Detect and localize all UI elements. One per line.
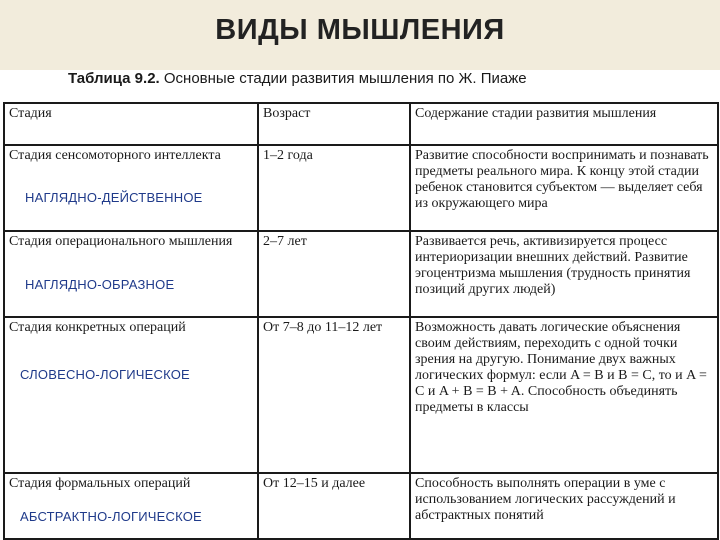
header-age: Возраст <box>258 103 410 145</box>
content-cell: Возможность давать логические объяснения своим действиям, переходить с одной точки зрения на другую. Понимание двух важных логических формул: если A = B и B = C, то и A = C и A + B = B + A. Способность объединять предметы в классы <box>410 317 718 473</box>
slide-title: ВИДЫ МЫШЛЕНИЯ <box>215 14 505 46</box>
overlay-label-visual-action: НАГЛЯДНО-ДЕЙСТВЕННОЕ <box>25 190 203 205</box>
stage-cell: Стадия операционального мышления <box>4 231 258 317</box>
table-row <box>4 473 718 539</box>
stage-cell: Стадия конкретных операций <box>4 317 258 473</box>
table-caption-number: Таблица 9.2. <box>68 70 160 87</box>
table-caption <box>68 70 527 87</box>
stage-cell: Стадия формальных операций <box>4 473 258 539</box>
piaget-stages-table <box>3 102 719 540</box>
overlay-label-abstract-logical: АБСТРАКТНО-ЛОГИЧЕСКОЕ <box>20 509 202 524</box>
age-cell: 1–2 года <box>258 145 410 231</box>
content-cell: Способность выполнять операции в уме с использованием логических рассуждений и абстрактных понятий <box>410 473 718 539</box>
header-stage: Стадия <box>4 103 258 145</box>
content-cell: Развивается речь, активизируется процесс интериоризации внешних действий. Развитие эгоцентризма мышления (трудность принятия позиций других людей) <box>410 231 718 317</box>
overlay-label-visual-figurative: НАГЛЯДНО-ОБРАЗНОЕ <box>25 277 175 292</box>
overlay-label-verbal-logical: СЛОВЕСНО-ЛОГИЧЕСКОЕ <box>20 367 190 382</box>
content-cell: Развитие способности воспринимать и познавать предметы реального мира. К концу этой стадии ребенок становится субъектом — выделяет себя из окружающего мира <box>410 145 718 231</box>
age-cell: 2–7 лет <box>258 231 410 317</box>
header-content: Содержание стадии развития мышления <box>410 103 718 145</box>
table-header-row <box>4 103 718 145</box>
table-caption-text: Основные стадии развития мышления по Ж. Пиаже <box>159 70 527 87</box>
table-row <box>4 145 718 231</box>
table-row <box>4 317 718 473</box>
age-cell: От 12–15 и далее <box>258 473 410 539</box>
stage-cell: Стадия сенсомоторного интеллекта <box>4 145 258 231</box>
age-cell: От 7–8 до 11–12 лет <box>258 317 410 473</box>
table-row <box>4 231 718 317</box>
